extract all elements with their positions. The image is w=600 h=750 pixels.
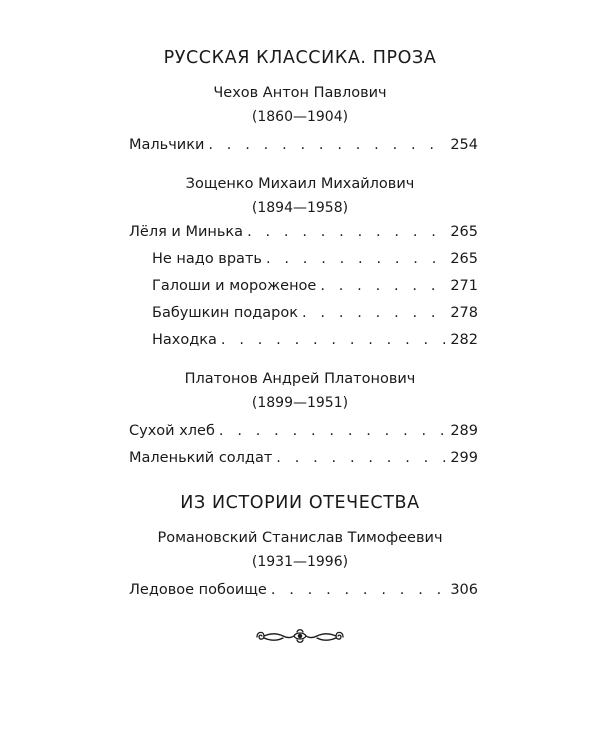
toc-entry[interactable] — [152, 303, 478, 323]
work-title: Лёля и Минька — [129, 224, 244, 240]
work-title: Находка — [152, 332, 217, 348]
page-number: 299 — [450, 450, 478, 466]
dot-leader — [219, 421, 446, 441]
toc-entry[interactable] — [129, 448, 478, 468]
flourish-ornament-icon — [253, 624, 347, 650]
author-years: (1860—1904) — [251, 109, 349, 125]
toc-entry[interactable] — [129, 222, 478, 242]
page-number: 265 — [450, 224, 478, 240]
section-title: РУССКАЯ КЛАССИКА. ПРОЗА — [163, 48, 437, 68]
dot-leader — [221, 330, 446, 350]
work-title: Галоши и мороженое — [152, 278, 317, 294]
work-title: Сухой хлеб — [129, 423, 215, 439]
work-title: Бабушкин подарок — [152, 305, 298, 321]
work-title: Мальчики — [129, 137, 205, 153]
author-name: Чехов Антон Павлович — [213, 85, 387, 101]
author-name: Зощенко Михаил Михайлович — [185, 176, 415, 192]
dot-leader — [266, 249, 446, 269]
author-name: Платонов Андрей Платонович — [184, 371, 416, 387]
toc-entry[interactable] — [152, 249, 478, 269]
toc-entry[interactable] — [129, 135, 478, 155]
page-number: 271 — [450, 278, 478, 294]
dot-leader — [302, 303, 446, 323]
work-title: Ледовое побоище — [129, 582, 267, 598]
author-years: (1931—1996) — [251, 554, 349, 570]
author-name: Романовский Станислав Тимофеевич — [157, 530, 443, 546]
page-number: 282 — [450, 332, 478, 348]
dot-leader — [208, 135, 446, 155]
dot-leader — [247, 222, 446, 242]
dot-leader — [271, 580, 446, 600]
page-number: 278 — [450, 305, 478, 321]
toc-entry[interactable] — [152, 330, 478, 350]
work-title: Не надо врать — [152, 251, 262, 267]
page-number: 265 — [450, 251, 478, 267]
section-title: ИЗ ИСТОРИИ ОТЕЧЕСТВА — [180, 493, 420, 513]
toc-entry[interactable] — [129, 580, 478, 600]
author-years: (1899—1951) — [251, 395, 349, 411]
dot-leader — [276, 448, 446, 468]
author-years: (1894—1958) — [251, 200, 349, 216]
page-number: 254 — [450, 137, 478, 153]
page-number: 306 — [450, 582, 478, 598]
toc-entry[interactable] — [129, 421, 478, 441]
page-number: 289 — [450, 423, 478, 439]
work-title: Маленький солдат — [129, 450, 273, 466]
dot-leader — [320, 276, 446, 296]
toc-entry[interactable] — [152, 276, 478, 296]
